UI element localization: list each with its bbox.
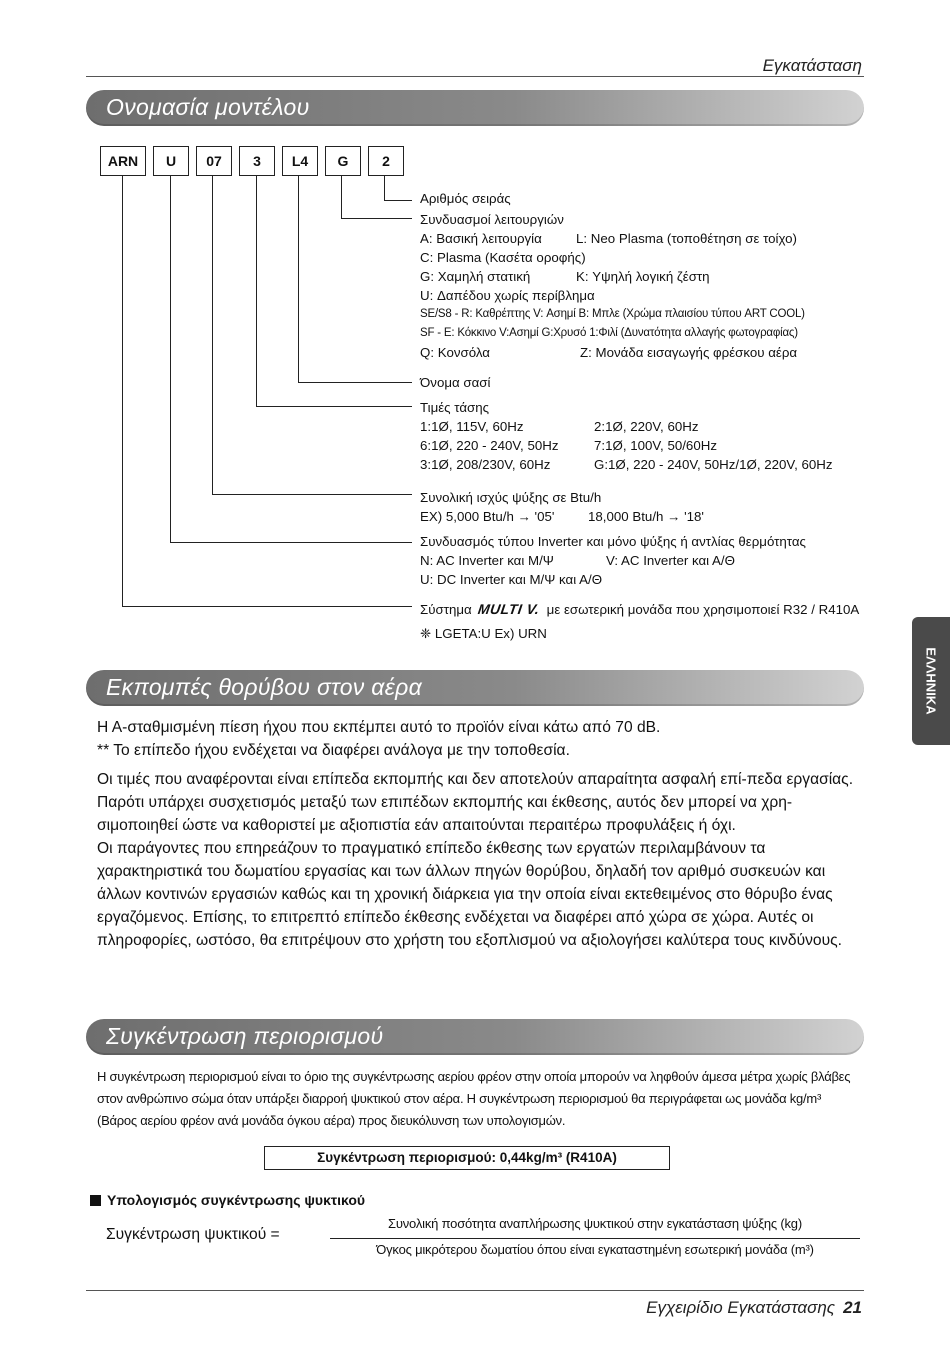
footer-manual-title: Εγχειρίδιο Εγκατάστασης: [646, 1298, 836, 1317]
noise-p2: ** Το επίπεδο ήχου ενδέχεται να διαφέρει ανάλογα με την τοποθεσία.: [97, 742, 570, 759]
legend-chassis: Όνομα σασί: [420, 375, 491, 390]
legend-func-u: U: Δαπέδου χωρίς περίβλημα: [420, 288, 595, 303]
limit-description: Η συγκέντρωση περιορισμού είναι το όριο της συγκέντρωσης αερίου φρέον στην οποία μπορούν να ληφθούν άμεσα μέτρα χωρίς βλάβες στον ανθρώπινο σώμα όταν υπάρξει διαρροή ψυκτικού στον αέρα. Η συγκέντρωση περιορισμού θα περιγράφεται ως μονάδα kg/m³ (Βάρος αερίου φρέον ανά μονάδα όγκου αέρα) προς διευκόλυνση των υπολογισμών.: [97, 1069, 851, 1128]
language-tab-label: ΕΛΛΗΝΙΚΑ: [923, 647, 939, 715]
square-bullet-icon: [90, 1195, 101, 1206]
formula-denominator: Όγκος μικρότερου δωματίου όπου είναι εγκαταστημένη εσωτερική μονάδα (m³): [376, 1242, 814, 1257]
legend-system: [420, 600, 859, 643]
legend-cap-title: Συνολική ισχύς ψύξης σε Btu/h: [420, 490, 602, 505]
limit-value-box: Συγκέντρωση περιορισμού: 0,44kg/m³ (R410A): [264, 1146, 670, 1170]
formula-lhs: Συγκέντρωση ψυκτικού =: [106, 1226, 280, 1243]
section-title-noise: Εκπομπές θορύβου στον αέρα: [106, 674, 422, 700]
legend-volt-3: 3:1Ø, 208/230V, 60Hz: [420, 457, 551, 472]
section-banner-noise: [86, 670, 864, 706]
legend-func-k: K: Υψηλή λογική ζέστη: [576, 269, 710, 284]
legend-func-g: G: Χαμηλή στατική: [420, 269, 531, 284]
legend-sys-pre: Σύστημα: [420, 602, 472, 617]
legend-func-q: Q: Κονσόλα: [420, 345, 490, 360]
noise-text: [97, 716, 862, 952]
header-divider: [86, 76, 864, 77]
legend-func-se: SE/S8 - R: Καθρέπτης V: Ασημί B: Μπλε (Χρώμα πλαισίου τύπου ART COOL): [420, 308, 805, 320]
section-banner-limit: [86, 1019, 864, 1055]
footer: [646, 1298, 862, 1318]
legend-func-sf: SF - E: Κόκκινο V:Ασημί G:Χρυσό 1:Φιλί (Δυνατότητα αλλαγής φωτογραφίας): [420, 327, 798, 339]
calc-subheading: Υπολογισμός συγκέντρωσης ψυκτικού: [90, 1192, 365, 1208]
legend-sys-post: με εσωτερική μονάδα που χρησιμοποιεί R32 / R410A: [546, 602, 860, 617]
legend-inv-n: N: AC Inverter και Μ/Ψ: [420, 553, 554, 568]
noise-p5: Οι παράγοντες που επηρεάζουν το πραγματικό επίπεδο έκθεσης των εργατών περιλαμβάνουν τα χαρακτηριστικά του δωματίου εργασίας και των άλλων πηγών θορύβου, δηλαδή τον αριθμό συσκευών και άλλων κοντινών εργασιών καθώς και τη χρονική διάρκεια για την οποία είναι εκτεθειμένος στο θόρυβο ένας εργαζόμενος. Επίσης, το επιτρεπτό επίπεδο έκθεσης ενδέχεται να διαφέρει από χώρα σε χώρα. Αυτές οι πληροφορίες, ωστόσο, θα επιτρέψουν στο χρήστη του εξοπλισμού να αξιολογήσει καλύτερα τους κινδύνους.: [97, 840, 842, 949]
legend-func-z: Z: Μονάδα εισαγωγής φρέσκου αέρα: [580, 345, 798, 360]
language-tab: [912, 617, 950, 745]
code-box-l4: L4: [282, 146, 318, 176]
section-title-limit: Συγκέντρωση περιορισμού: [106, 1023, 384, 1049]
legend-note: ❈ LGETA:U Ex) URN: [420, 626, 547, 641]
section-banner-model-naming: [86, 90, 864, 126]
noise-p4: Παρότι υπάρχει συσχετισμός μεταξύ των επιπέδων εκπομπής και έκθεσης, αυτός δεν μπορεί να χρη-σιμοποιηθεί ώστε να καθοριστεί με αξιοπιστία εάν απαιτούνται περαιτέρω προφυλάξεις ή όχι.: [97, 794, 793, 834]
footer-divider: [86, 1290, 864, 1291]
formula-fraction-bar: [330, 1238, 860, 1239]
legend-voltage: [420, 398, 833, 474]
section-title-model-naming: Ονομασία μοντέλου: [106, 94, 310, 120]
legend-func-l: L: Neo Plasma (τοποθέτηση σε τοίχο): [576, 231, 797, 246]
code-box-3: 3: [239, 146, 275, 176]
noise-p1: Η Α-σταθμισμένη πίεση ήχου που εκπέμπει αυτό το προϊόν είναι κάτω από 70 dB.: [97, 719, 661, 736]
code-box-g: G: [325, 146, 361, 176]
legend-inv-title: Συνδυασμός τύπου Inverter και μόνο ψύξης ή αντλίας θερμότητας: [420, 534, 806, 549]
page-section-title: Εγκατάσταση: [762, 56, 862, 75]
noise-p3: Οι τιμές που αναφέρονται είναι επίπεδα εκπομπής και δεν αποτελούν απαραίτητα ασφαλή επί-πεδα εργασίας.: [97, 771, 854, 788]
code-box-u: U: [153, 146, 189, 176]
code-box-2: 2: [368, 146, 404, 176]
legend-capacity: [420, 488, 704, 526]
legend-cap-ex2: 18,000 Btu/h → '18': [588, 509, 704, 524]
legend-volt-title: Τιμές τάσης: [420, 400, 490, 415]
legend-volt-7: 7:1Ø, 100V, 50/60Hz: [594, 438, 717, 453]
legend-cap-ex1: EX) 5,000 Btu/h → '05': [420, 509, 555, 524]
code-box-arn: ARN: [100, 146, 146, 176]
legend-volt-g: G:1Ø, 220 - 240V, 50Hz/1Ø, 220V, 60Hz: [594, 457, 833, 472]
code-box-07: 07: [196, 146, 232, 176]
legend-func-a: A: Βασική λειτουργία: [420, 231, 542, 246]
legend-volt-6: 6:1Ø, 220 - 240V, 50Hz: [420, 438, 559, 453]
legend-inv-v: V: AC Inverter και Α/Θ: [606, 553, 735, 568]
page-number: 21: [843, 1298, 862, 1317]
formula-numerator: Συνολική ποσότητα αναπλήρωσης ψυκτικού στην εγκατάσταση ψύξης (kg): [388, 1216, 802, 1231]
legend-functions: [420, 210, 805, 362]
legend-func-title: Συνδυασμοί λειτουργιών: [420, 212, 564, 227]
legend-serial: Αριθμός σειράς: [420, 191, 511, 206]
legend-volt-1: 1:1Ø, 115V, 60Hz: [420, 419, 524, 434]
legend-inv-u: U: DC Inverter και Μ/Ψ και Α/Θ: [420, 572, 603, 587]
legend-volt-2: 2:1Ø, 220V, 60Hz: [594, 419, 699, 434]
multi-v-logo: MULTI V.: [477, 601, 542, 617]
legend-func-c: C: Plasma (Κασέτα οροφής): [420, 250, 586, 265]
legend-inverter: [420, 532, 806, 589]
